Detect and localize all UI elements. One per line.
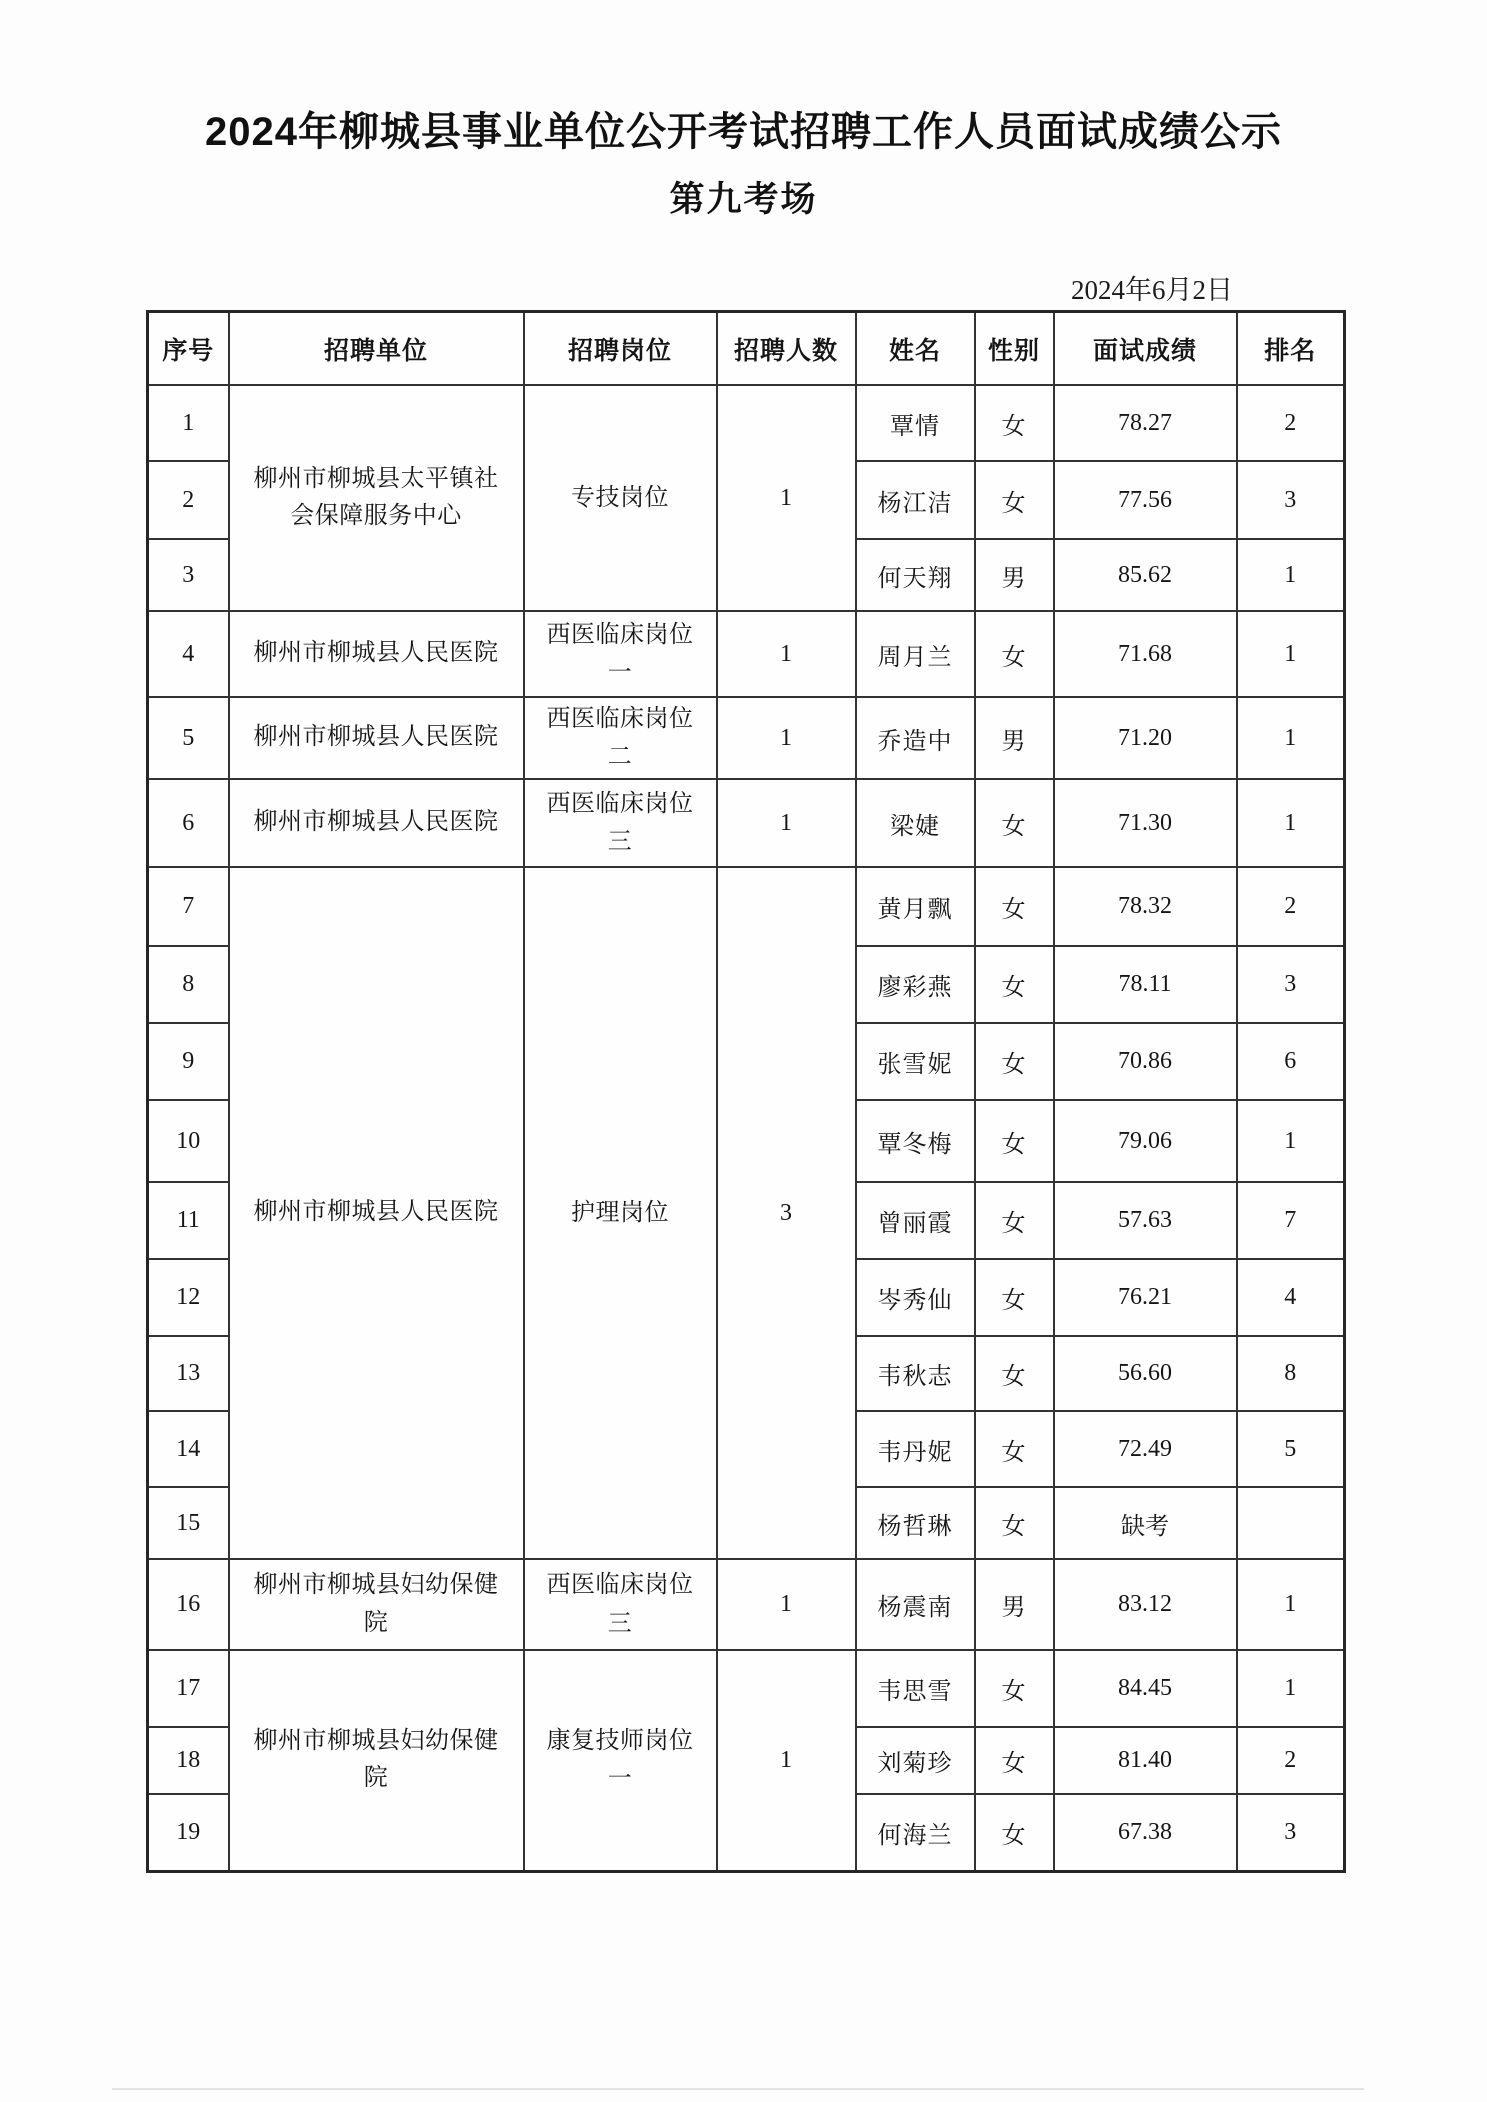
serial-number-cell: 9 [148, 1023, 229, 1100]
gender-cell: 女 [975, 1794, 1054, 1871]
hire-count-cell: 3 [717, 867, 856, 1559]
rank-cell: 1 [1237, 697, 1345, 779]
position-cell: 专技岗位 [524, 385, 717, 611]
gender-cell: 女 [975, 946, 1054, 1023]
column-header-5: 性别 [975, 312, 1054, 386]
hire-count-cell: 1 [717, 611, 856, 697]
table-header [148, 312, 1345, 386]
interview-score-cell: 85.62 [1054, 539, 1237, 611]
recruiting-unit-cell: 柳州市柳城县人民医院 [229, 611, 524, 697]
hire-count-cell: 1 [717, 385, 856, 611]
rank-cell [1237, 1487, 1345, 1559]
column-header-2: 招聘岗位 [524, 312, 717, 386]
rank-cell: 8 [1237, 1336, 1345, 1411]
gender-cell: 女 [975, 611, 1054, 697]
column-header-3: 招聘人数 [717, 312, 856, 386]
candidate-name-cell: 岑秀仙 [856, 1259, 975, 1336]
interview-score-cell: 71.30 [1054, 779, 1237, 867]
column-header-1: 招聘单位 [229, 312, 524, 386]
position-cell: 西医临床岗位三 [524, 779, 717, 867]
serial-number-cell: 1 [148, 385, 229, 461]
table-row [148, 1559, 1345, 1650]
gender-cell: 女 [975, 1487, 1054, 1559]
candidate-name-cell: 韦丹妮 [856, 1411, 975, 1487]
serial-number-cell: 19 [148, 1794, 229, 1871]
hire-count-cell: 1 [717, 697, 856, 779]
position-cell: 西医临床岗位三 [524, 1559, 717, 1650]
column-header-4: 姓名 [856, 312, 975, 386]
gender-cell: 女 [975, 1411, 1054, 1487]
gender-cell: 男 [975, 697, 1054, 779]
hire-count-cell: 1 [717, 1559, 856, 1650]
table-row [148, 867, 1345, 946]
rank-cell: 1 [1237, 539, 1345, 611]
interview-score-table [146, 310, 1346, 1873]
scan-artifact-line [112, 2088, 1364, 2090]
interview-score-cell: 81.40 [1054, 1727, 1237, 1794]
gender-cell: 女 [975, 1259, 1054, 1336]
recruiting-unit-cell: 柳州市柳城县妇幼保健院 [229, 1650, 524, 1871]
rank-cell: 2 [1237, 385, 1345, 461]
interview-score-cell: 84.45 [1054, 1650, 1237, 1727]
serial-number-cell: 10 [148, 1100, 229, 1182]
recruiting-unit-cell: 柳州市柳城县人民医院 [229, 779, 524, 867]
rank-cell: 3 [1237, 946, 1345, 1023]
rank-cell: 2 [1237, 1727, 1345, 1794]
serial-number-cell: 12 [148, 1259, 229, 1336]
serial-number-cell: 3 [148, 539, 229, 611]
hire-count-cell: 1 [717, 779, 856, 867]
gender-cell: 女 [975, 1650, 1054, 1727]
candidate-name-cell: 曾丽霞 [856, 1182, 975, 1259]
rank-cell: 5 [1237, 1411, 1345, 1487]
gender-cell: 女 [975, 1336, 1054, 1411]
candidate-name-cell: 杨哲琳 [856, 1487, 975, 1559]
candidate-name-cell: 杨震南 [856, 1559, 975, 1650]
rank-cell: 1 [1237, 1100, 1345, 1182]
serial-number-cell: 4 [148, 611, 229, 697]
hire-count-cell: 1 [717, 1650, 856, 1871]
interview-score-cell: 70.86 [1054, 1023, 1237, 1100]
interview-score-cell: 78.27 [1054, 385, 1237, 461]
exam-room-subtitle: 第九考场 [669, 180, 818, 219]
recruiting-unit-cell: 柳州市柳城县太平镇社会保障服务中心 [229, 385, 524, 611]
interview-score-cell: 57.63 [1054, 1182, 1237, 1259]
gender-cell: 男 [975, 539, 1054, 611]
interview-score-cell: 78.32 [1054, 867, 1237, 946]
gender-cell: 女 [975, 867, 1054, 946]
gender-cell: 女 [975, 385, 1054, 461]
candidate-name-cell: 韦秋志 [856, 1336, 975, 1411]
gender-cell: 女 [975, 1100, 1054, 1182]
position-cell: 西医临床岗位二 [524, 697, 717, 779]
table-row [148, 697, 1345, 779]
column-header-0: 序号 [148, 312, 229, 386]
rank-cell: 1 [1237, 1559, 1345, 1650]
candidate-name-cell: 周月兰 [856, 611, 975, 697]
gender-cell: 女 [975, 461, 1054, 539]
candidate-name-cell: 何天翔 [856, 539, 975, 611]
serial-number-cell: 2 [148, 461, 229, 539]
serial-number-cell: 7 [148, 867, 229, 946]
candidate-name-cell: 覃冬梅 [856, 1100, 975, 1182]
recruiting-unit-cell: 柳州市柳城县人民医院 [229, 697, 524, 779]
gender-cell: 女 [975, 1727, 1054, 1794]
candidate-name-cell: 何海兰 [856, 1794, 975, 1871]
candidate-name-cell: 乔造中 [856, 697, 975, 779]
document-title: 2024年柳城县事业单位公开考试招聘工作人员面试成绩公示 [205, 110, 1282, 154]
gender-cell: 男 [975, 1559, 1054, 1650]
serial-number-cell: 5 [148, 697, 229, 779]
gender-cell: 女 [975, 1023, 1054, 1100]
announcement-date: 2024年6月2日 [1071, 275, 1233, 305]
interview-score-cell: 71.68 [1054, 611, 1237, 697]
candidate-name-cell: 刘菊珍 [856, 1727, 975, 1794]
candidate-name-cell: 覃情 [856, 385, 975, 461]
interview-score-cell: 83.12 [1054, 1559, 1237, 1650]
interview-score-cell: 78.11 [1054, 946, 1237, 1023]
table-row [148, 611, 1345, 697]
serial-number-cell: 18 [148, 1727, 229, 1794]
rank-cell: 3 [1237, 461, 1345, 539]
rank-cell: 1 [1237, 779, 1345, 867]
rank-cell: 6 [1237, 1023, 1345, 1100]
rank-cell: 2 [1237, 867, 1345, 946]
interview-score-cell: 76.21 [1054, 1259, 1237, 1336]
gender-cell: 女 [975, 1182, 1054, 1259]
rank-cell: 7 [1237, 1182, 1345, 1259]
rank-cell: 1 [1237, 611, 1345, 697]
gender-cell: 女 [975, 779, 1054, 867]
serial-number-cell: 15 [148, 1487, 229, 1559]
candidate-name-cell: 杨江洁 [856, 461, 975, 539]
interview-score-cell: 77.56 [1054, 461, 1237, 539]
serial-number-cell: 16 [148, 1559, 229, 1650]
table-row [148, 385, 1345, 461]
table-row [148, 1650, 1345, 1727]
position-cell: 西医临床岗位一 [524, 611, 717, 697]
table-body [148, 385, 1345, 1871]
recruiting-unit-cell: 柳州市柳城县人民医院 [229, 867, 524, 1559]
position-cell: 康复技师岗位一 [524, 1650, 717, 1871]
candidate-name-cell: 韦思雪 [856, 1650, 975, 1727]
candidate-name-cell: 黄月飘 [856, 867, 975, 946]
serial-number-cell: 6 [148, 779, 229, 867]
candidate-name-cell: 廖彩燕 [856, 946, 975, 1023]
interview-score-cell: 56.60 [1054, 1336, 1237, 1411]
interview-score-cell: 缺考 [1054, 1487, 1237, 1559]
rank-cell: 4 [1237, 1259, 1345, 1336]
serial-number-cell: 11 [148, 1182, 229, 1259]
position-cell: 护理岗位 [524, 867, 717, 1559]
serial-number-cell: 13 [148, 1336, 229, 1411]
candidate-name-cell: 梁婕 [856, 779, 975, 867]
candidate-name-cell: 张雪妮 [856, 1023, 975, 1100]
rank-cell: 1 [1237, 1650, 1345, 1727]
recruiting-unit-cell: 柳州市柳城县妇幼保健院 [229, 1559, 524, 1650]
rank-cell: 3 [1237, 1794, 1345, 1871]
header-row [148, 312, 1345, 386]
column-header-7: 排名 [1237, 312, 1345, 386]
column-header-6: 面试成绩 [1054, 312, 1237, 386]
table-row [148, 779, 1345, 867]
interview-score-cell: 71.20 [1054, 697, 1237, 779]
serial-number-cell: 14 [148, 1411, 229, 1487]
interview-score-cell: 72.49 [1054, 1411, 1237, 1487]
serial-number-cell: 17 [148, 1650, 229, 1727]
interview-score-cell: 79.06 [1054, 1100, 1237, 1182]
interview-score-cell: 67.38 [1054, 1794, 1237, 1871]
serial-number-cell: 8 [148, 946, 229, 1023]
